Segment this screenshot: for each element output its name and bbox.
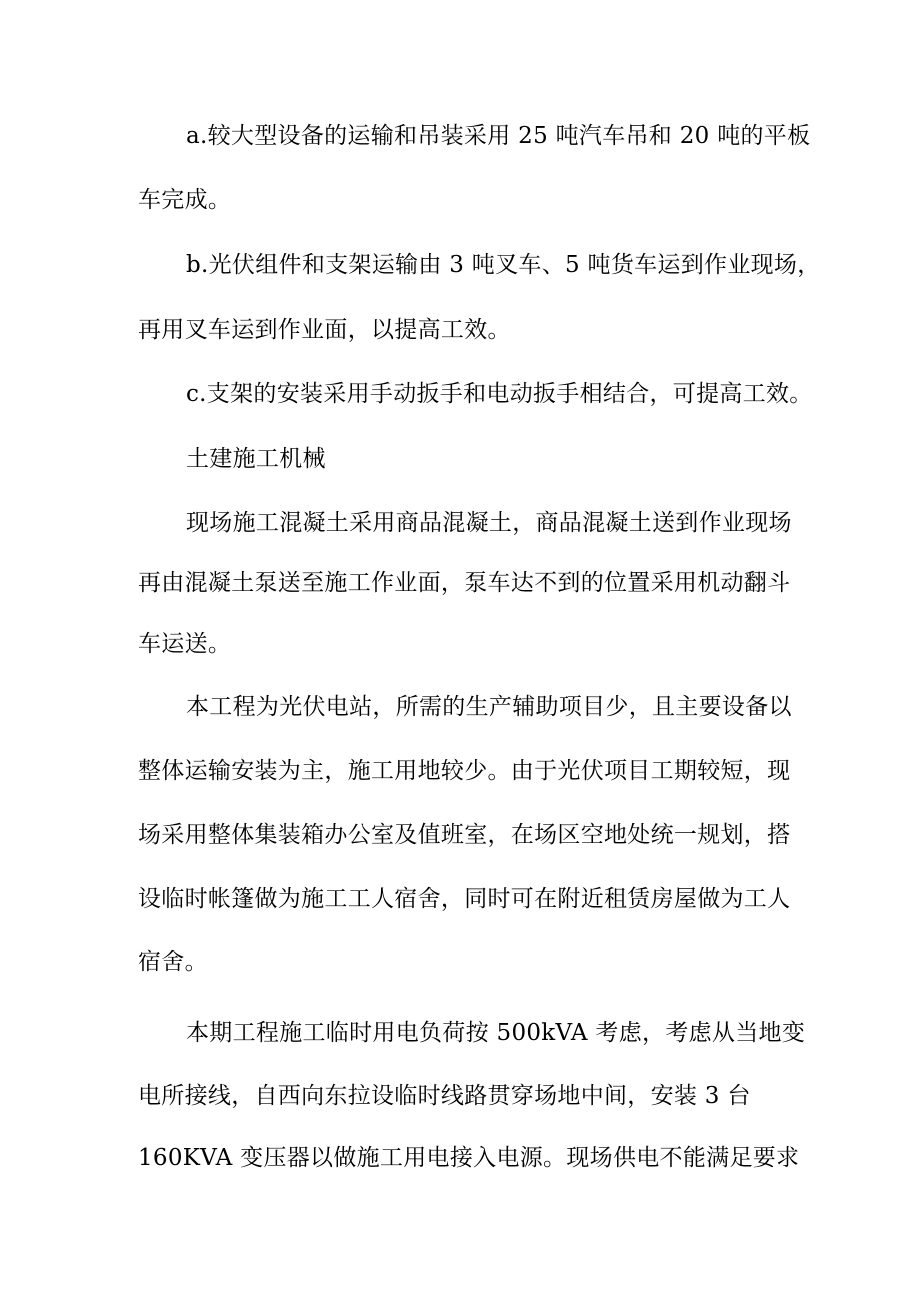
- paragraph-line: 场采用整体集装箱办公室及值班室，在场区空地处统一规划，搭: [138, 822, 791, 848]
- paragraph-line: 本工程为光伏电站，所需的生产辅助项目少，且主要设备以: [186, 694, 792, 720]
- paragraph-line: 整体运输安装为主，施工用地较少。由于光伏项目工期较短，现: [138, 758, 791, 784]
- paragraph-line: 本期工程施工临时用电负荷按 500kVA 考虑，考虑从当地变: [186, 1020, 806, 1046]
- paragraph-line: 电所接线，自西向东拉设临时线路贯穿场地中间，安装 3 台: [138, 1083, 751, 1109]
- paragraph-line: a.较大型设备的运输和吊装采用 25 吨汽车吊和 20 吨的平板: [186, 123, 811, 149]
- paragraph-line: 车完成。: [138, 187, 232, 213]
- paragraph-line: 再由混凝土泵送至施工作业面，泵车达不到的位置采用机动翻斗: [138, 570, 791, 596]
- paragraph-line: 现场施工混凝土采用商品混凝土，商品混凝土送到作业现场: [186, 510, 792, 536]
- paragraph-line: 160KVA 变压器以做施工用电接入电源。现场供电不能满足要求: [138, 1145, 800, 1171]
- section-heading: 土建施工机械: [186, 446, 326, 472]
- paragraph-line: 车运送。: [138, 631, 232, 657]
- paragraph-line: b.光伏组件和支架运输由 3 吨叉车、5 吨货车运到作业现场，: [186, 252, 821, 278]
- paragraph-line: 设临时帐篷做为施工工人宿舍，同时可在附近租赁房屋做为工人: [138, 886, 791, 912]
- paragraph-line: 再用叉车运到作业面，以提高工效。: [138, 317, 511, 343]
- paragraph-line: 宿舍。: [138, 949, 208, 975]
- paragraph-line: c.支架的安装采用手动扳手和电动扳手相结合，可提高工效。: [186, 381, 813, 407]
